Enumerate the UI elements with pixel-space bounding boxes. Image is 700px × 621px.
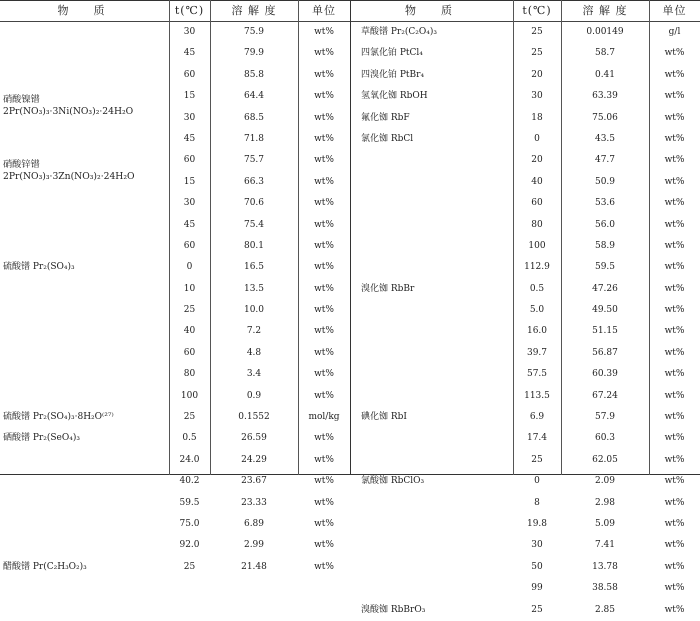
- table-row: [0, 193, 350, 214]
- table-row: [351, 150, 700, 171]
- header-temp-right: t(℃): [522, 4, 552, 17]
- table-row: [351, 471, 700, 492]
- header-substance-left: 物 质: [57, 4, 112, 17]
- solubility-cell: 21.48: [241, 561, 267, 572]
- unit-cell: wt%: [664, 198, 685, 209]
- temperature-cell: 40: [183, 326, 196, 337]
- table-row: [351, 557, 700, 578]
- solubility-cell: 3.4: [246, 369, 262, 380]
- substance-name: 四溴化铂 PtBr₄: [361, 69, 425, 80]
- table-row: [0, 450, 350, 471]
- table-row: [351, 343, 700, 364]
- table-row: [351, 493, 700, 514]
- temperature-cell: 112.9: [524, 262, 550, 273]
- unit-cell: wt%: [314, 390, 334, 401]
- table-row: [351, 578, 700, 599]
- table-row: [0, 343, 350, 364]
- unit-cell: g/l: [668, 27, 681, 37]
- temperature-cell: 45: [183, 48, 196, 59]
- unit-cell: wt%: [664, 69, 685, 80]
- temperature-cell: 18: [531, 112, 543, 123]
- unit-cell: wt%: [664, 540, 685, 551]
- unit-cell: wt%: [314, 240, 334, 251]
- temperature-cell: 57.5: [526, 369, 548, 380]
- solubility-cell: 23.33: [241, 497, 267, 508]
- temperature-cell: 50: [531, 561, 543, 572]
- solubility-cell: 56.87: [592, 347, 618, 358]
- substance-name: 四氯化铂 PtCl₄: [361, 48, 423, 59]
- table-row: [351, 22, 700, 43]
- unit-cell: wt%: [664, 518, 685, 529]
- table-row: [351, 65, 700, 86]
- table-row: [0, 493, 350, 514]
- table-row: [0, 150, 350, 171]
- solubility-cell: 59.5: [594, 262, 616, 273]
- unit-cell: wt%: [664, 604, 685, 615]
- temperature-cell: 30: [183, 112, 196, 123]
- unit-cell: wt%: [664, 48, 685, 59]
- table-row: [0, 86, 350, 107]
- unit-cell: wt%: [664, 155, 685, 166]
- unit-cell: wt%: [664, 305, 685, 316]
- unit-cell: wt%: [314, 369, 334, 380]
- temperature-cell: 25: [531, 48, 543, 59]
- table-row: [351, 321, 700, 342]
- table-row: [0, 22, 350, 43]
- table-row: [351, 172, 700, 193]
- solubility-cell: 7.41: [594, 540, 616, 551]
- solubility-cell: 23.67: [241, 476, 267, 487]
- solubility-cell: 0.41: [594, 69, 616, 80]
- table-row: [0, 407, 350, 428]
- unit-cell: wt%: [314, 540, 334, 551]
- temperature-cell: 25: [531, 604, 543, 615]
- solubility-cell: 13.78: [592, 561, 618, 572]
- substance-name: 溴化铷 RbBr: [361, 283, 415, 294]
- temperature-cell: 100: [528, 240, 546, 251]
- solubility-cell: 51.15: [592, 326, 618, 337]
- solubility-cell: 24.29: [241, 454, 267, 465]
- substance-name: 氯化铷 RbCl: [361, 133, 414, 144]
- solubility-cell: 47.26: [592, 283, 618, 294]
- solubility-cell: 2.99: [243, 540, 265, 551]
- solubility-cell: 85.8: [243, 69, 265, 80]
- table-row: [0, 300, 350, 321]
- solubility-cell: 80.1: [243, 240, 265, 251]
- substance-formula-line2: 2Pr(NO₃)₃·3Ni(NO₃)₂·24H₂O: [3, 106, 134, 117]
- substance-name: 草酸镨 Pr₂(C₂O₄)₃: [361, 27, 437, 37]
- unit-cell: wt%: [664, 283, 685, 294]
- table-row: [351, 514, 700, 535]
- header-unit-left: 单位: [312, 4, 336, 17]
- unit-cell: wt%: [664, 583, 685, 594]
- temperature-cell: 100: [180, 390, 199, 401]
- unit-cell: wt%: [314, 518, 334, 529]
- table-row: [351, 86, 700, 107]
- unit-cell: wt%: [314, 283, 334, 294]
- temperature-cell: 25: [183, 561, 196, 572]
- solubility-cell: 75.06: [592, 112, 618, 123]
- table-row: [351, 407, 700, 428]
- substance-name-line1: 硝酸锌镨: [3, 159, 40, 170]
- temperature-cell: 25: [183, 412, 196, 423]
- solubility-cell: 43.5: [594, 133, 616, 144]
- solubility-cell: 4.8: [246, 347, 262, 358]
- temperature-cell: 80: [183, 369, 196, 380]
- unit-cell: wt%: [314, 497, 334, 508]
- temperature-cell: 40: [531, 176, 543, 187]
- solubility-cell: 7.2: [246, 326, 262, 337]
- solubility-cell: 38.58: [592, 583, 618, 594]
- solubility-cell: 75.9: [243, 27, 265, 37]
- temperature-cell: 0: [534, 476, 540, 487]
- temperature-cell: 75.0: [179, 518, 200, 529]
- temperature-cell: 19.8: [526, 518, 548, 529]
- temperature-cell: 30: [531, 540, 543, 551]
- table-row: [0, 257, 350, 278]
- solubility-cell: 75.7: [243, 155, 265, 166]
- temperature-cell: 45: [183, 133, 196, 144]
- table-row: [351, 300, 700, 321]
- substance-name: 氟化铷 RbF: [361, 112, 410, 123]
- temperature-cell: 60: [183, 155, 196, 166]
- unit-cell: wt%: [314, 27, 334, 37]
- temperature-cell: 60: [183, 240, 196, 251]
- table-row: [0, 172, 350, 193]
- header-solubility-right: 溶 解 度: [582, 4, 628, 17]
- unit-cell: wt%: [314, 433, 334, 444]
- unit-cell: wt%: [664, 91, 685, 102]
- temperature-cell: 80: [531, 219, 543, 230]
- table-row: [351, 279, 700, 300]
- table-row: [351, 43, 700, 64]
- unit-cell: mol/kg: [308, 412, 340, 423]
- unit-cell: wt%: [314, 48, 334, 59]
- unit-cell: wt%: [314, 198, 334, 209]
- unit-cell: wt%: [664, 262, 685, 273]
- temperature-cell: 8: [534, 497, 540, 508]
- temperature-cell: 5.0: [529, 305, 545, 316]
- unit-cell: wt%: [664, 240, 685, 251]
- table-row: [0, 535, 350, 556]
- unit-cell: wt%: [664, 347, 685, 358]
- temperature-cell: 60: [531, 198, 543, 209]
- temperature-cell: 30: [183, 27, 196, 37]
- table-row: [351, 450, 700, 471]
- unit-cell: wt%: [314, 305, 334, 316]
- solubility-cell: 71.8: [243, 133, 265, 144]
- temperature-cell: 20: [531, 69, 543, 80]
- unit-cell: wt%: [664, 412, 685, 423]
- solubility-cell: 79.9: [243, 48, 265, 59]
- solubility-cell: 66.3: [243, 176, 265, 187]
- solubility-cell: 6.89: [243, 518, 265, 529]
- substance-name: 氢氧化铷 RbOH: [361, 91, 428, 102]
- temperature-cell: 60: [183, 347, 196, 358]
- solubility-cell: 26.59: [241, 433, 267, 444]
- table-row: [0, 215, 350, 236]
- solubility-cell: 50.9: [594, 176, 616, 187]
- unit-cell: wt%: [664, 476, 685, 487]
- table-row: [351, 193, 700, 214]
- solubility-cell: 5.09: [594, 518, 616, 529]
- header-temp-left: t(℃): [174, 4, 205, 17]
- solubility-cell: 2.09: [594, 476, 616, 487]
- unit-cell: wt%: [314, 176, 334, 187]
- temperature-cell: 16.0: [526, 326, 548, 337]
- table-row: [0, 108, 350, 129]
- unit-cell: wt%: [664, 454, 685, 465]
- unit-cell: wt%: [664, 497, 685, 508]
- temperature-cell: 15: [183, 91, 196, 102]
- substance-name: 硫酸镨 Pr₂(SO₄)₃·8H₂O⁽²⁷⁾: [3, 412, 114, 423]
- table-row: [0, 279, 350, 300]
- unit-cell: wt%: [314, 133, 334, 144]
- temperature-cell: 99: [531, 583, 543, 594]
- solubility-cell: 75.4: [243, 219, 265, 230]
- unit-cell: wt%: [314, 219, 334, 230]
- table-row: [351, 600, 700, 621]
- table-row: [0, 236, 350, 257]
- unit-cell: wt%: [664, 133, 685, 144]
- substance-name: 硫酸镨 Pr₂(SO₄)₃: [3, 262, 75, 273]
- solubility-cell: 58.9: [594, 240, 616, 251]
- solubility-cell: 2.98: [594, 497, 616, 508]
- solubility-cell: 57.9: [594, 412, 616, 423]
- temperature-cell: 0: [186, 262, 193, 273]
- table-row: [351, 257, 700, 278]
- temperature-cell: 25: [183, 305, 196, 316]
- table-row: [351, 129, 700, 150]
- temperature-cell: 45: [183, 219, 196, 230]
- unit-cell: wt%: [314, 91, 334, 102]
- unit-cell: wt%: [314, 69, 334, 80]
- solubility-cell: 68.5: [243, 112, 265, 123]
- solubility-cell: 67.24: [592, 390, 618, 401]
- temperature-cell: 20: [531, 155, 543, 166]
- unit-cell: wt%: [664, 433, 685, 444]
- temperature-cell: 92.0: [179, 540, 200, 551]
- solubility-cell: 13.5: [243, 283, 265, 294]
- solubility-cell: 49.50: [592, 305, 618, 316]
- solubility-cell: 10.0: [243, 305, 265, 316]
- substance-name: 醋酸镨 Pr(C₂H₃O₂)₃: [3, 561, 87, 572]
- table-row: [0, 65, 350, 86]
- unit-cell: wt%: [314, 476, 334, 487]
- table-row: [351, 108, 700, 129]
- table-row: [351, 535, 700, 556]
- unit-cell: wt%: [664, 219, 685, 230]
- solubility-cell: 53.6: [594, 198, 616, 209]
- table-row: [351, 215, 700, 236]
- solubility-cell: 56.0: [594, 219, 616, 230]
- unit-cell: wt%: [664, 369, 685, 380]
- unit-cell: wt%: [664, 561, 685, 572]
- temperature-cell: 60: [183, 69, 196, 80]
- unit-cell: wt%: [314, 155, 334, 166]
- temperature-cell: 40.2: [179, 476, 200, 487]
- temperature-cell: 25: [531, 454, 543, 465]
- solubility-cell: 47.7: [594, 155, 616, 166]
- substance-name: 硒酸镨 Pr₂(SeO₄)₃: [3, 433, 80, 444]
- temperature-cell: 0.5: [529, 283, 545, 294]
- unit-cell: wt%: [314, 454, 334, 465]
- substance-name: 碘化铷 RbI: [361, 412, 407, 423]
- solubility-cell: 2.85: [594, 604, 616, 615]
- substance-formula-line2: 2Pr(NO₃)₃·3Zn(NO₃)₂·24H₂O: [3, 171, 135, 182]
- unit-cell: wt%: [664, 390, 685, 401]
- table-row: [351, 428, 700, 449]
- table-row: [0, 471, 350, 492]
- temperature-cell: 0.5: [182, 433, 197, 444]
- table-row: [351, 236, 700, 257]
- table-row: [0, 43, 350, 64]
- solubility-cell: 60.3: [594, 433, 616, 444]
- temperature-cell: 24.0: [179, 454, 200, 465]
- unit-cell: wt%: [314, 326, 334, 337]
- right-table-body: [351, 22, 700, 621]
- solubility-cell: 58.7: [594, 48, 616, 59]
- table-row: [0, 428, 350, 449]
- table-row: [0, 557, 350, 578]
- temperature-cell: 30: [183, 198, 196, 209]
- solubility-cell: 62.05: [592, 454, 618, 465]
- header-solubility-left: 溶 解 度: [231, 4, 277, 17]
- left-table-body: [0, 22, 350, 578]
- unit-cell: wt%: [314, 561, 334, 572]
- table-row: [351, 364, 700, 385]
- substance-name-line1: 硝酸镍镨: [3, 94, 40, 105]
- temperature-cell: 6.9: [529, 412, 545, 423]
- substance-name: 溴酸铷 RbBrO₃: [361, 604, 426, 615]
- temperature-cell: 17.4: [526, 433, 548, 444]
- temperature-cell: 25: [531, 27, 543, 37]
- solubility-cell: 60.39: [592, 369, 618, 380]
- temperature-cell: 113.5: [524, 390, 550, 401]
- solubility-cell: 0.1552: [238, 412, 270, 423]
- temperature-cell: 39.7: [526, 347, 548, 358]
- temperature-cell: 10: [183, 283, 196, 294]
- solubility-cell: 64.4: [243, 91, 265, 102]
- substance-name: 氯酸铷 RbClO₃: [361, 476, 425, 487]
- temperature-cell: 15: [183, 176, 196, 187]
- unit-cell: wt%: [314, 347, 334, 358]
- solubility-cell: 0.00149: [586, 27, 624, 37]
- table-row: [0, 364, 350, 385]
- table-row: [351, 386, 700, 407]
- temperature-cell: 30: [531, 91, 543, 102]
- table-row: [0, 129, 350, 150]
- unit-cell: wt%: [314, 112, 334, 123]
- solubility-cell: 0.9: [246, 390, 262, 401]
- unit-cell: wt%: [664, 326, 685, 337]
- table-row: [0, 321, 350, 342]
- unit-cell: wt%: [664, 112, 685, 123]
- solubility-cell: 70.6: [243, 198, 265, 209]
- table-row: [0, 386, 350, 407]
- header-substance-right: 物 质: [405, 4, 459, 17]
- header-unit-right: 单位: [662, 4, 687, 17]
- unit-cell: wt%: [664, 176, 685, 187]
- table-row: [0, 514, 350, 535]
- temperature-cell: 0: [534, 133, 540, 144]
- solubility-cell: 16.5: [243, 262, 265, 273]
- unit-cell: wt%: [314, 262, 334, 273]
- solubility-cell: 63.39: [592, 91, 618, 102]
- temperature-cell: 59.5: [179, 497, 200, 508]
